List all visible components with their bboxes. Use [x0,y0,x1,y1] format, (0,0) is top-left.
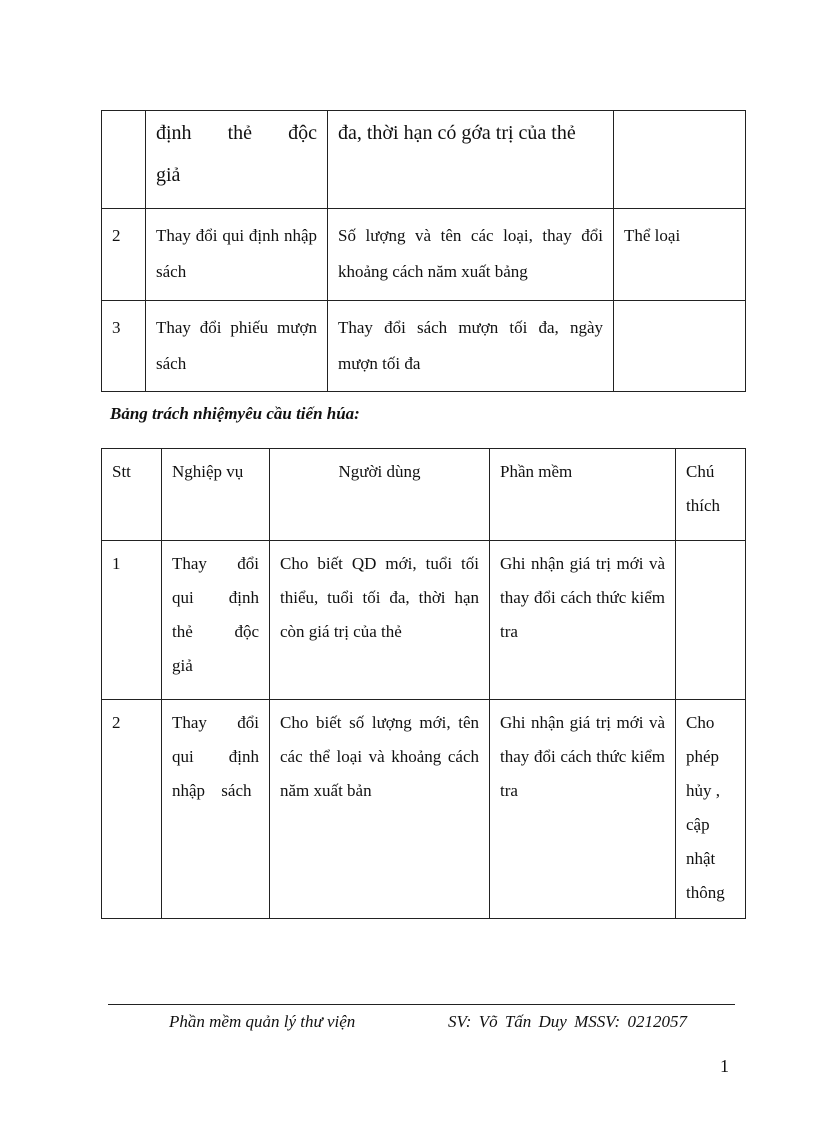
cell-mo-ta: Số lượng và tên các loại, thay đổi khoảng cách năm xuất bảng [338,226,603,281]
header-nghiep-vu: Nghiệp vụ [172,462,244,481]
header-phan-mem: Phần mềm [500,462,573,481]
cell-stt: 2 [112,226,121,245]
cell-mo-ta: Thay đổi sách mượn tối đa, ngày mượn tối đa [338,318,603,373]
table-row [102,700,746,919]
cell-nghiep-vu: Thay đổi qui định nhập sách [156,226,317,281]
table-header-row [102,449,746,541]
cell-chu-thich: Cho phép hủy , cập nhật thông [686,713,725,902]
evolution-responsibility-table [101,448,746,919]
cell-nguoi-dung: Cho biết QD mới, tuổi tối thiểu, tuổi tối đa, thời hạn còn giá trị của thẻ [280,554,479,641]
footer-student-info: SV: Võ Tấn Duy MSSV: 0212057 [448,1012,687,1031]
table-row [102,541,746,700]
header-chu-thich: Chú thích [686,462,720,515]
cell-stt: 2 [112,713,121,732]
cell-nghiep-vu: Thay đổi phiếu mượn sách [156,318,317,373]
cell-nghiep-vu: định thẻ độc giả [156,122,317,186]
requirements-table [101,110,746,392]
footer-title: Phần mềm quản lý thư viện [169,1012,356,1031]
cell-stt: 3 [112,318,121,337]
header-stt: Stt [112,462,131,481]
cell-ghi-chu: Thể loại [624,226,681,245]
page-number: 1 [720,1056,729,1076]
cell-stt [102,111,145,112]
cell-nghiep-vu: Thay đổi qui định nhập sách [172,713,259,800]
table-row [102,111,746,209]
cell-phan-mem: Ghi nhận giá trị mới và thay đổi cách thức kiểm tra [500,554,665,641]
cell-chu-thich [676,541,745,547]
footer-divider [108,1004,735,1005]
cell-ghi-chu [614,111,745,112]
cell-mo-ta: đa, thời hạn có gớa trị của thẻ [338,122,576,144]
cell-stt: 1 [112,554,121,573]
table-row [102,301,746,392]
cell-ghi-chu [614,301,745,310]
header-nguoi-dung: Người dùng [338,462,421,481]
cell-nguoi-dung: Cho biết số lượng mới, tên các thể loại và khoảng cách năm xuất bản [280,713,479,800]
table-caption: Bảng trách nhiệmyêu cầu tiến húa: [110,404,360,423]
table-row [102,209,746,301]
cell-nghiep-vu: Thay đổi qui định thẻ độc giả [172,554,259,675]
cell-phan-mem: Ghi nhận giá trị mới và thay đổi cách thức kiểm tra [500,713,665,800]
